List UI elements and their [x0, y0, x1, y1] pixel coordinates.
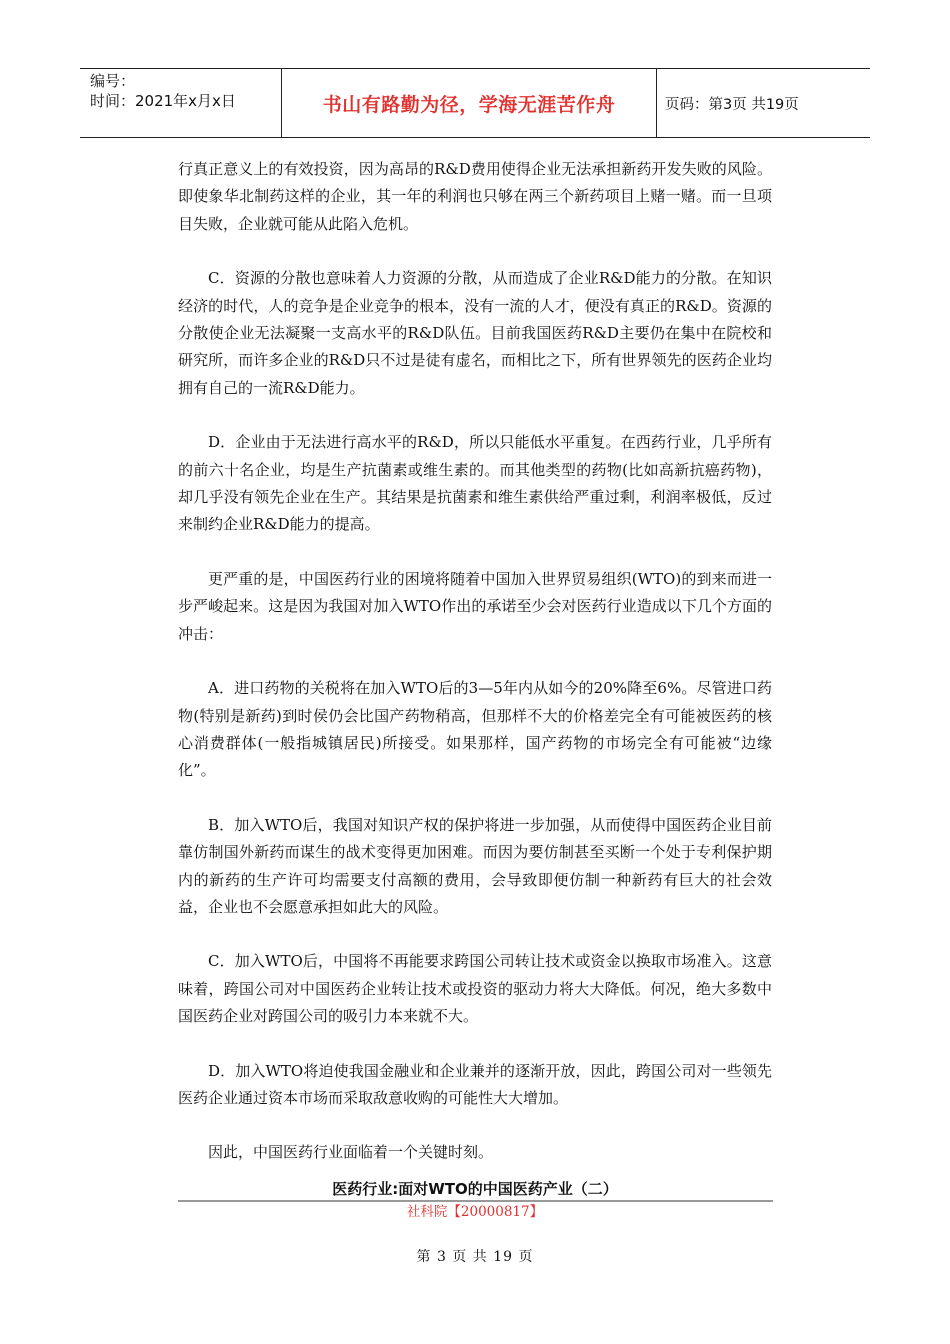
document-body [178, 156, 772, 1223]
header-meta [80, 69, 282, 137]
header-page-number: 页码：第3页 共19页 [665, 96, 799, 113]
paragraph-1: 行真正意义上的有效投资，因为高昂的R&D费用使得企业无法承担新药开发失败的风险。即使象华北制药这样的企业，其一年的利润也只够在两三个新药项目上赌一赌。而一旦项目失败，企业就可能从此陷入危机。 [178, 160, 772, 233]
header-motto: 书山有路勤为径，学海无涯苦作舟 [282, 69, 657, 137]
paragraph-3: D．企业由于无法进行高水平的R&D，所以只能低水平重复。在西药行业，几乎所有的前六十名企业，均是生产抗菌素或维生素的。而其他类型的药物(比如高新抗癌药物)，却几乎没有领先企业在生产。其结果是抗菌素和维生素供给严重过剩，利润率极低，反过来制约企业R&D能力的提高。 [178, 433, 772, 534]
paragraph-8: D．加入WTO将迫使我国金融业和企业兼并的逐渐开放，因此，跨国公司对一些领先医药企业通过资本市场而采取敌意收购的可能性大大增加。 [178, 1061, 772, 1107]
document-header [80, 68, 870, 138]
paragraph-2: C．资源的分散也意味着人力资源的分散，从而造成了企业R&D能力的分散。在知识经济的时代，人的竞争是企业竞争的根本，没有一流的人才，便没有真正的R&D。资源的分散使企业无法凝聚一支高水平的R&D队伍。目前我国医药R&D主要仍在集中在院校和研究所，而许多企业的R&D只不过是徒有虚名，而相比之下，所有世界领先的医药企业均拥有自己的一流R&D能力。 [178, 269, 772, 397]
document-number-label: 编号： [90, 72, 136, 90]
paragraph-4: 更严重的是，中国医药行业的困境将随着中国加入世界贸易组织(WTO)的到来而进一步严峻起来。这是因为我国对加入WTO作出的承诺至少会对医药行业造成以下几个方面的冲击： [178, 569, 772, 643]
footer-page-number: 第 3 页 共 19 页 [416, 1249, 534, 1265]
paragraph-9: 因此，中国医药行业面临着一个关键时刻。 [208, 1143, 494, 1162]
paragraph-5: A．进口药物的关税将在加入WTO后的3—5年内从如今的20%降至6%。尽管进口药物(特别是新药)到时侯仍会比国产药物稍高，但那样不大的价格差完全有可能被医药的核心消费群体(一般指城镇居民)所接受。如果那样，国产药物的市场完全有可能被“边缘化”。 [178, 679, 772, 780]
paragraph-7: C．加入WTO后，中国将不再能要求跨国公司转让技术或资金以换取市场准入。这意味着，跨国公司对中国医药企业转让技术或投资的驱动力将大大降低。何况，绝大多数中国医药企业对跨国公司的吸引力本来就不大。 [178, 952, 772, 1026]
paragraph-6: B．加入WTO后，我国对知识产权的保护将进一步加强，从而使得中国医药企业目前靠仿制国外新药而谋生的战术变得更加困难。而因为要仿制甚至买断一个处于专利保护期内的新药的生产许可均需要支付高额的费用，会导致即便仿制一种新药有巨大的社会效益，企业也不会愿意承担如此大的风险。 [178, 815, 772, 916]
article-title: 医药行业:面对WTO的中国医药产业（二） [332, 1179, 618, 1198]
footer-divider [178, 1200, 773, 1202]
document-time-label: 时间：2021年x月x日 [90, 92, 236, 110]
article-source: 社科院【20000817】 [406, 1203, 544, 1220]
